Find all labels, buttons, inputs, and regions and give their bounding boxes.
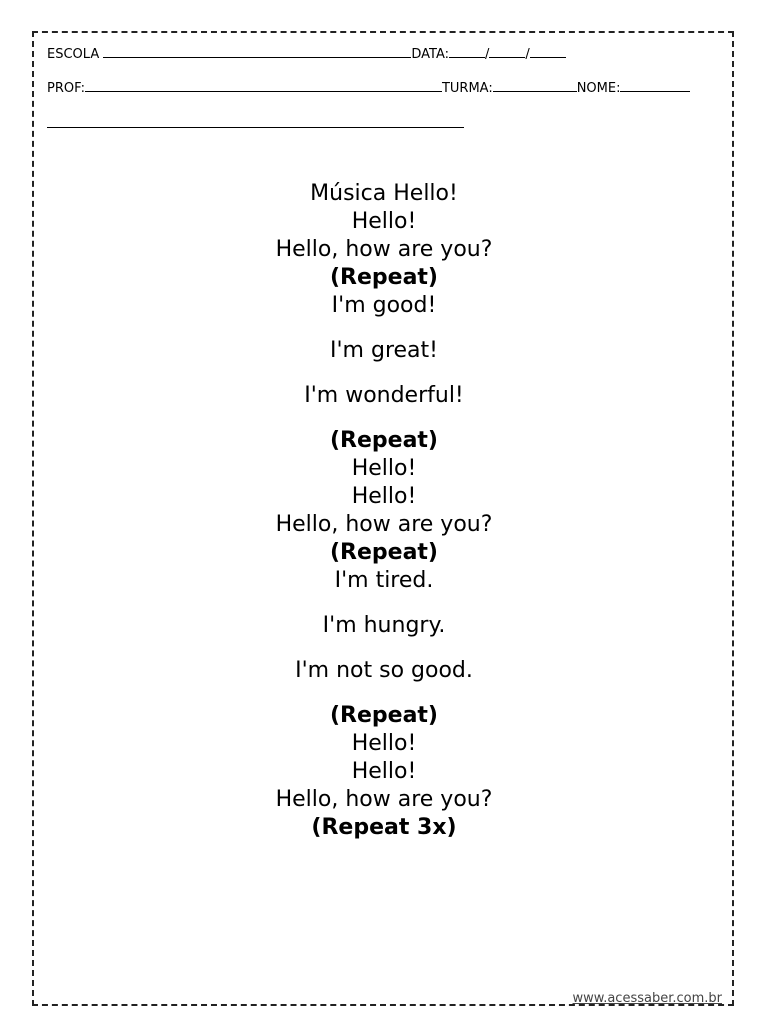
song-line: I'm hungry. [322,613,446,638]
song-line: I'm tired. [334,568,434,593]
repeat-marker: (Repeat) [329,265,438,290]
song-line: Hello, how are you? [275,787,493,812]
repeat-marker: (Repeat) [329,428,438,453]
prof-field[interactable] [85,79,442,92]
song-line-block [0,337,768,365]
song-line: Hello! [351,731,417,756]
date-separator: / [525,47,530,62]
song-line: I'm wonderful! [304,383,464,408]
repeat-marker: (Repeat) [329,540,438,565]
song-line: I'm good! [331,293,437,318]
data-label: DATA: [411,47,450,62]
song-title: Música Hello! [310,181,458,206]
song-line: Hello! [351,759,417,784]
song-line: Hello, how are you? [275,512,493,537]
song-line: Hello, how are you? [275,237,493,262]
song-line-block [0,657,768,685]
song-line-block [0,382,768,410]
song-line: Hello! [351,456,417,481]
song-stanza-3 [0,702,768,842]
date-year-field[interactable] [530,45,566,58]
prof-label: PROF: [47,81,85,96]
turma-field[interactable] [493,79,577,92]
repeat-marker: (Repeat) [329,703,438,728]
header-row-prof-class-name [47,79,690,97]
song-stanza-1 [0,180,768,320]
turma-label: TURMA: [441,81,493,96]
song-line: I'm not so good. [295,658,473,683]
song-line: Hello! [351,484,417,509]
nome-field[interactable] [620,79,690,92]
escola-label: ESCOLA [47,47,100,62]
repeat-marker: (Repeat 3x) [311,815,457,840]
name-continuation-line[interactable] [47,127,464,128]
song-line: I'm great! [330,338,438,363]
header-row-school-date [47,45,566,63]
date-separator: / [485,47,490,62]
song-line-block [0,612,768,640]
nome-label: NOME: [576,81,621,96]
song-stanza-2 [0,427,768,595]
date-month-field[interactable] [489,45,525,58]
escola-field[interactable] [103,45,411,58]
date-day-field[interactable] [449,45,485,58]
song-line: Hello! [351,209,417,234]
website-link[interactable]: www.acessaber.com.br [572,991,722,1006]
